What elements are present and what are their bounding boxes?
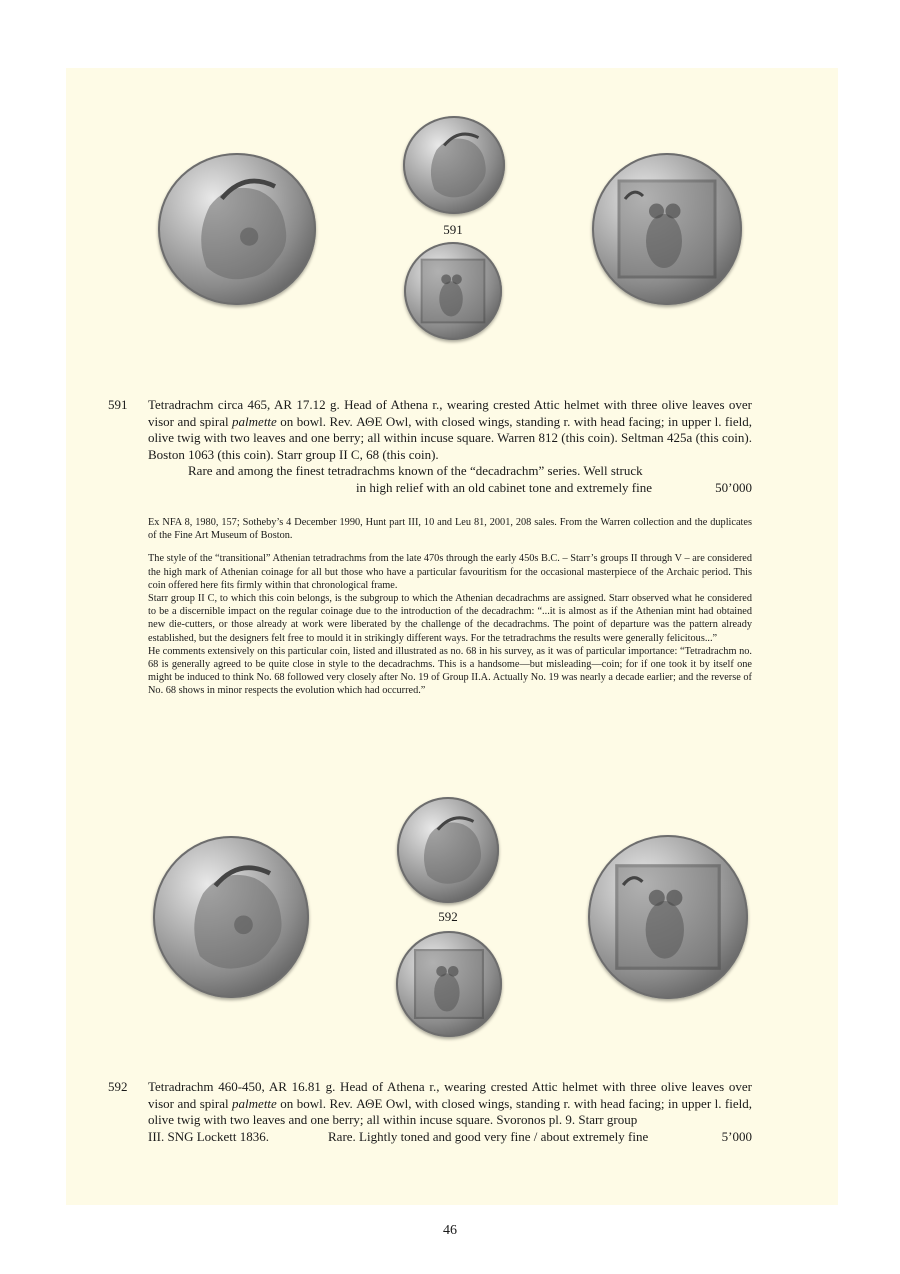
owl-icon [592, 153, 742, 305]
coin-591-obverse-enlarged [158, 153, 316, 305]
reference-text: III. SNG Lockett 1836. [148, 1128, 269, 1144]
lot-number: 591 [108, 397, 128, 412]
plate-label-591: 591 [443, 222, 463, 237]
grade-text-1: Rare and among the finest tetradrachms known of the “decadrachm” series. Well struck [188, 463, 643, 478]
page-number: 46 [443, 1223, 457, 1238]
coin-591-reverse-enlarged [592, 153, 742, 305]
description-text: Tetradrachm 460-450, AR 16.81 g. Head of Athena r., wearing crested Attic helmet with three olive leaves over visor and spiral [148, 1079, 752, 1111]
coin-591-obverse [403, 116, 505, 214]
athena-head-icon [153, 836, 309, 998]
grade-text-2: in high relief with an old cabinet tone and extremely fine [356, 479, 653, 495]
coin-592-obverse-enlarged [153, 836, 309, 998]
athena-head-icon [397, 797, 499, 903]
description-text: Tetradrachm circa 465, AR 17.12 g. Head of Athena r., wearing crested Attic helmet with three olive leaves over visor and spiral [148, 397, 752, 429]
description-italic: palmette [232, 1095, 277, 1111]
owl-icon [404, 242, 502, 340]
grade-line [148, 480, 752, 497]
lot-description [148, 397, 752, 496]
coin-592-reverse-enlarged [588, 835, 748, 999]
lot-description [148, 1079, 752, 1145]
lot-591-entry [108, 397, 752, 496]
lot-591-description-text [148, 397, 752, 463]
owl-icon [588, 835, 748, 999]
description-italic: palmette [232, 413, 277, 429]
grade-line [148, 1129, 752, 1146]
description-text: on bowl. Rev. ΑΘΕ Owl, with closed wings, standing r. with head facing; in upper l. field, olive twig with two leaves and one berry; all within incuse square. Warren 812 (this coin). Seltman 425a (this coin). Boston 1063 (this coin). Starr group II C, 68 (this coin). [148, 413, 753, 462]
lot-592-entry [108, 1079, 752, 1145]
provenance-note: Ex NFA 8, 1980, 157; Sotheby’s 4 December 1990, Hunt part III, 10 and Leu 81, 2001, 208 sales. From the Warren collection and the duplicates of the Fine Art Museum of Boston. [148, 517, 752, 542]
coin-592-reverse [396, 931, 502, 1037]
grade-text: Rare. Lightly toned and good very fine / about extremely fine [328, 1128, 649, 1144]
athena-head-icon [158, 153, 316, 305]
estimate-price: 50’000 [715, 479, 752, 495]
owl-icon [396, 931, 502, 1037]
commentary-paragraph: The style of the “transitional” Athenian tetradrachms from the late 470s through the early 450s B.C. – Starr’s groups II through V – are considered the high mark of Athenian coinage for all but those who have a particular favouritism for the occasional masterpiece of the Archaic period. This coin offered here fits firmly within that chronological frame. [148, 553, 752, 591]
grade-line [148, 463, 752, 480]
commentary-paragraph: Starr group II C, to which this coin belongs, is the subgroup to which the Athenian decadrachms are assigned. Starr observed what he considered to be a discernible impact on the regular coinage due to the introduction of the decadrachm: “...it is almost as if the Athenian mint had obtained new die-cutters, or those already at work were liberated by the challenge of the decadrachms. The point of departure was the pattern already established, but the designers felt free to mould it in strikingly different ways. For the tetradrachms the results were generally felicitous...” [148, 593, 752, 644]
athena-head-icon [403, 116, 505, 214]
description-text: on bowl. Rev. ΑΘΕ Owl, with closed wings, standing r. with head facing; in upper l. field, olive twig with two leaves and one berry; all within incuse square. Svoronos pl. 9. Starr group [148, 1095, 753, 1127]
lot-591-notes [148, 516, 752, 698]
commentary-paragraph: He comments extensively on this particular coin, listed and illustrated as no. 68 in his survey, as it was of particular importance: “Tetradrachm no. 68 is generally agreed to be quite close in style to the decadrachms. This is a handsome—but misleading—coin; for if one took it by itself one might be induced to think No. 68 followed very closely after No. 19 of Group II.A. Actually No. 19 was nearly a decade earlier; and the reverse of No. 68 shows in minor respects the evolution which had occurred.” [148, 645, 752, 697]
plate-label-592: 592 [438, 909, 458, 924]
coin-591-reverse [404, 242, 502, 340]
coin-592-obverse [397, 797, 499, 903]
lot-number: 592 [108, 1079, 128, 1094]
estimate-price: 5’000 [721, 1128, 752, 1144]
